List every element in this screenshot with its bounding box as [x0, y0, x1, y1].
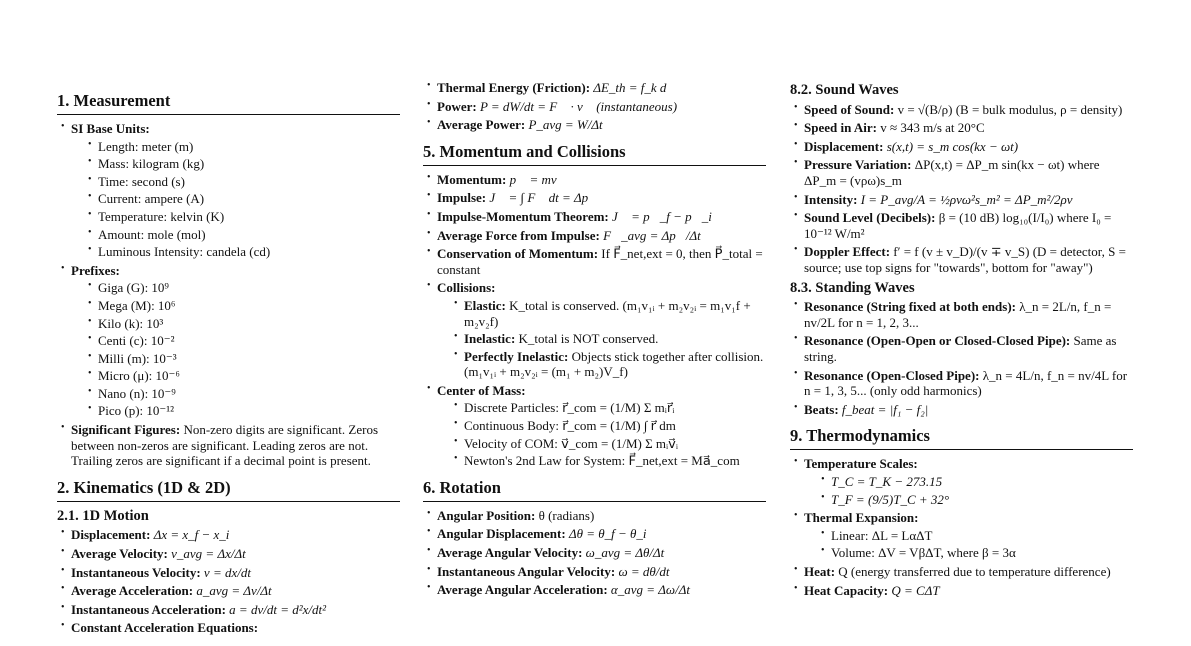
list-item: • Volume: ΔV = VβΔT, where β = 3α: [804, 545, 1133, 561]
section-energy-continued: [423, 80, 766, 133]
list-item: • Displacement: Δx = x_f − x_i: [57, 527, 400, 543]
momentum-heading: 5. Momentum and Collisions: [423, 143, 766, 166]
column-2: [423, 80, 766, 608]
list-item: • Conservation of Momentum: If F⃗_net,ext = 0, then P⃗_total = constant: [423, 246, 766, 277]
section-momentum: [423, 143, 766, 469]
sound-waves-subheading: 8.2. Sound Waves: [790, 82, 899, 98]
list-item: • Discrete Particles: r⃗_com = (1/M) Σ mᵢr⃗ᵢ: [437, 400, 766, 416]
list-item: • Doppler Effect: f′ = f (v ± v_D)/(v ∓ v_S) (D = detector, S = source; use top signs for "towards", bottom for "away"): [790, 244, 1133, 275]
prefixes-label: Prefixes:: [71, 262, 120, 278]
list-item: • Milli (m): 10⁻³: [71, 351, 400, 367]
sigfig-item: [57, 422, 400, 469]
list-item: • Instantaneous Angular Velocity: ω = dθ/dt: [423, 564, 766, 580]
list-item: • Centi (c): 10⁻²: [71, 333, 400, 349]
list-item: • Average Angular Acceleration: α_avg = Δω/Δt: [423, 582, 766, 598]
list-item: • Heat: Q (energy transferred due to temperature difference): [790, 564, 1133, 580]
center-of-mass-item: • Center of Mass: • Discrete Particles: r⃗_com = (1/M) Σ mᵢr⃗ᵢ • Continuous Body: r⃗_com = (1/M) ∫ r⃗ dm • Velocity of COM: v⃗_com = (1/M) Σ mᵢv⃗ᵢ • Newton's 2nd Law for System: F⃗_net,ext = Ma⃗_com: [423, 383, 766, 469]
list-item: • Velocity of COM: v⃗_com = (1/M) Σ mᵢv⃗ᵢ: [437, 436, 766, 452]
list-item: • Average Acceleration: a_avg = Δv/Δt: [57, 583, 400, 599]
list-item: • Average Velocity: v_avg = Δx/Δt: [57, 546, 400, 562]
temperature-scales-list: [804, 474, 1133, 507]
list-item: • Current: ampere (A): [71, 191, 400, 207]
collisions-item: • Collisions: • Elastic: K_total is conserved. (m₁v₁ᵢ + m₂v₂ᵢ = m₁v₁f + m₂v₂f) • Inelastic: K_total is NOT conserved. • Perfectly Inelastic: Objects stick together after collision. (m₁v₁ᵢ + m₂v₂ᵢ = (m₁ + m₂)V_f): [423, 280, 766, 380]
list-item: • Inelastic: K_total is NOT conserved.: [437, 331, 766, 347]
list-item: • Displacement: s(x,t) = s_m cos(kx − ωt): [790, 139, 1133, 155]
list-item: • Average Angular Velocity: ω_avg = Δθ/Δt: [423, 545, 766, 561]
center-of-mass-list: [437, 400, 766, 468]
section-rotation: [423, 479, 766, 598]
list-item: • Speed of Sound: v = √(B/ρ) (B = bulk modulus, ρ = density): [790, 102, 1133, 118]
sigfig-text: Non-zero digits are significant. Zeros between non-zeros are significant. Leading zeros are not. Trailing zeros are significant if a decimal point is present.: [71, 422, 379, 469]
si-units-list: [71, 139, 400, 260]
si-units-label: SI Base Units:: [71, 120, 150, 136]
list-item: • Instantaneous Velocity: v = dx/dt: [57, 565, 400, 581]
list-item: • Continuous Body: r⃗_com = (1/M) ∫ r⃗ dm: [437, 418, 766, 434]
motion-1d-subheading: 2.1. 1D Motion: [57, 507, 149, 524]
list-item: • Kilo (k): 10³: [71, 316, 400, 332]
list-item: • T_C = T_K − 273.15: [804, 474, 1133, 490]
section-sound-waves: [790, 82, 1133, 417]
list-item: • Time: second (s): [71, 174, 400, 190]
list-item: • Giga (G): 10⁹: [71, 280, 400, 296]
list-item: • Pressure Variation: ΔP(x,t) = ΔP_m sin(kx − ωt) where ΔP_m = (vρω)s_m: [790, 157, 1133, 188]
list-item: • Perfectly Inelastic: Objects stick together after collision. (m₁v₁ᵢ + m₂v₂ᵢ = (m₁ + m₂)V_f): [437, 349, 766, 380]
sigfig-label: Significant Figures:: [71, 422, 181, 438]
list-item: • Temperature: kelvin (K): [71, 209, 400, 225]
column-3: [790, 78, 1133, 608]
list-item: • Impulse: J⃗ = ∫ F⃗ dt = Δp⃗: [423, 190, 766, 206]
list-item: • Pico (p): 10⁻¹²: [71, 403, 400, 419]
list-item: • Power: P = dW/dt = F⃗ · v⃗ (instantaneous): [423, 99, 766, 115]
list-item: • Sound Level (Decibels): β = (10 dB) log₁₀(I/I₀) where I₀ = 10⁻¹² W/m²: [790, 210, 1133, 241]
list-item: • Angular Position: θ (radians): [423, 508, 766, 524]
section-kinematics: [57, 479, 400, 636]
list-item: • Resonance (Open-Closed Pipe): λ_n = 4L/n, f_n = nv/4L for n = 1, 3, 5... (only odd harmonics): [790, 368, 1133, 399]
list-item: • Mega (M): 10⁶: [71, 298, 400, 314]
list-item: • Resonance (Open-Open or Closed-Closed Pipe): Same as string.: [790, 333, 1133, 364]
list-item: • Nano (n): 10⁻⁹: [71, 386, 400, 402]
thermal-expansion-list: [804, 528, 1133, 561]
list-item: • Thermal Energy (Friction): ΔE_th = f_k d: [423, 80, 766, 96]
prefixes-list: [71, 280, 400, 419]
list-item: • Beats: f_beat = |f₁ − f₂|: [790, 402, 1133, 418]
thermodynamics-heading: 9. Thermodynamics: [790, 427, 1133, 450]
list-item: • Average Force from Impulse: F⃗_avg = Δp⃗/Δt: [423, 228, 766, 244]
column-1: [57, 92, 400, 646]
list-item: • Speed in Air: v ≈ 343 m/s at 20°C: [790, 120, 1133, 136]
list-item: • Average Power: P_avg = W/Δt: [423, 117, 766, 133]
list-item: • Newton's 2nd Law for System: F⃗_net,ext = Ma⃗_com: [437, 453, 766, 469]
list-item: • Instantaneous Acceleration: a = dv/dt = d²x/dt²: [57, 602, 400, 618]
list-item: • Elastic: K_total is conserved. (m₁v₁ᵢ + m₂v₂ᵢ = m₁v₁f + m₂v₂f): [437, 298, 766, 329]
list-item: • Length: meter (m): [71, 139, 400, 155]
list-item: • Momentum: p⃗ = mv⃗: [423, 172, 766, 188]
section-measurement: [57, 92, 400, 469]
list-item: • Heat Capacity: Q = CΔT: [790, 583, 1133, 599]
measurement-heading: 1. Measurement: [57, 92, 400, 115]
temperature-scales-item: • Temperature Scales: • T_C = T_K − 273.15 • T_F = (9/5)T_C + 32°: [790, 456, 1133, 507]
prefixes-item: [57, 263, 400, 419]
list-item: • T_F = (9/5)T_C + 32°: [804, 492, 1133, 508]
list-item: • Resonance (String fixed at both ends): λ_n = 2L/n, f_n = nv/2L for n = 1, 2, 3...: [790, 299, 1133, 330]
list-item: • Impulse-Momentum Theorem: J⃗ = p⃗_f − p⃗_i: [423, 209, 766, 225]
list-item: • Angular Displacement: Δθ = θ_f − θ_i: [423, 526, 766, 542]
list-item: • Constant Acceleration Equations:: [57, 620, 400, 636]
rotation-heading: 6. Rotation: [423, 479, 766, 502]
list-item: • Micro (μ): 10⁻⁶: [71, 368, 400, 384]
si-units-item: [57, 121, 400, 260]
list-item: • Linear: ΔL = LαΔT: [804, 528, 1133, 544]
kinematics-heading: 2. Kinematics (1D & 2D): [57, 479, 400, 502]
list-item: • Intensity: I = P_avg/A = ½ρvω²s_m² = ΔP_m²/2ρv: [790, 192, 1133, 208]
list-item: • Mass: kilogram (kg): [71, 156, 400, 172]
list-item: • Amount: mole (mol): [71, 227, 400, 243]
section-thermodynamics: [790, 427, 1133, 598]
standing-waves-subheading: 8.3. Standing Waves: [790, 279, 915, 296]
thermal-expansion-item: • Thermal Expansion: • Linear: ΔL = LαΔT • Volume: ΔV = VβΔT, where β = 3α: [790, 510, 1133, 561]
list-item: • Luminous Intensity: candela (cd): [71, 244, 400, 260]
collisions-list: [437, 298, 766, 380]
